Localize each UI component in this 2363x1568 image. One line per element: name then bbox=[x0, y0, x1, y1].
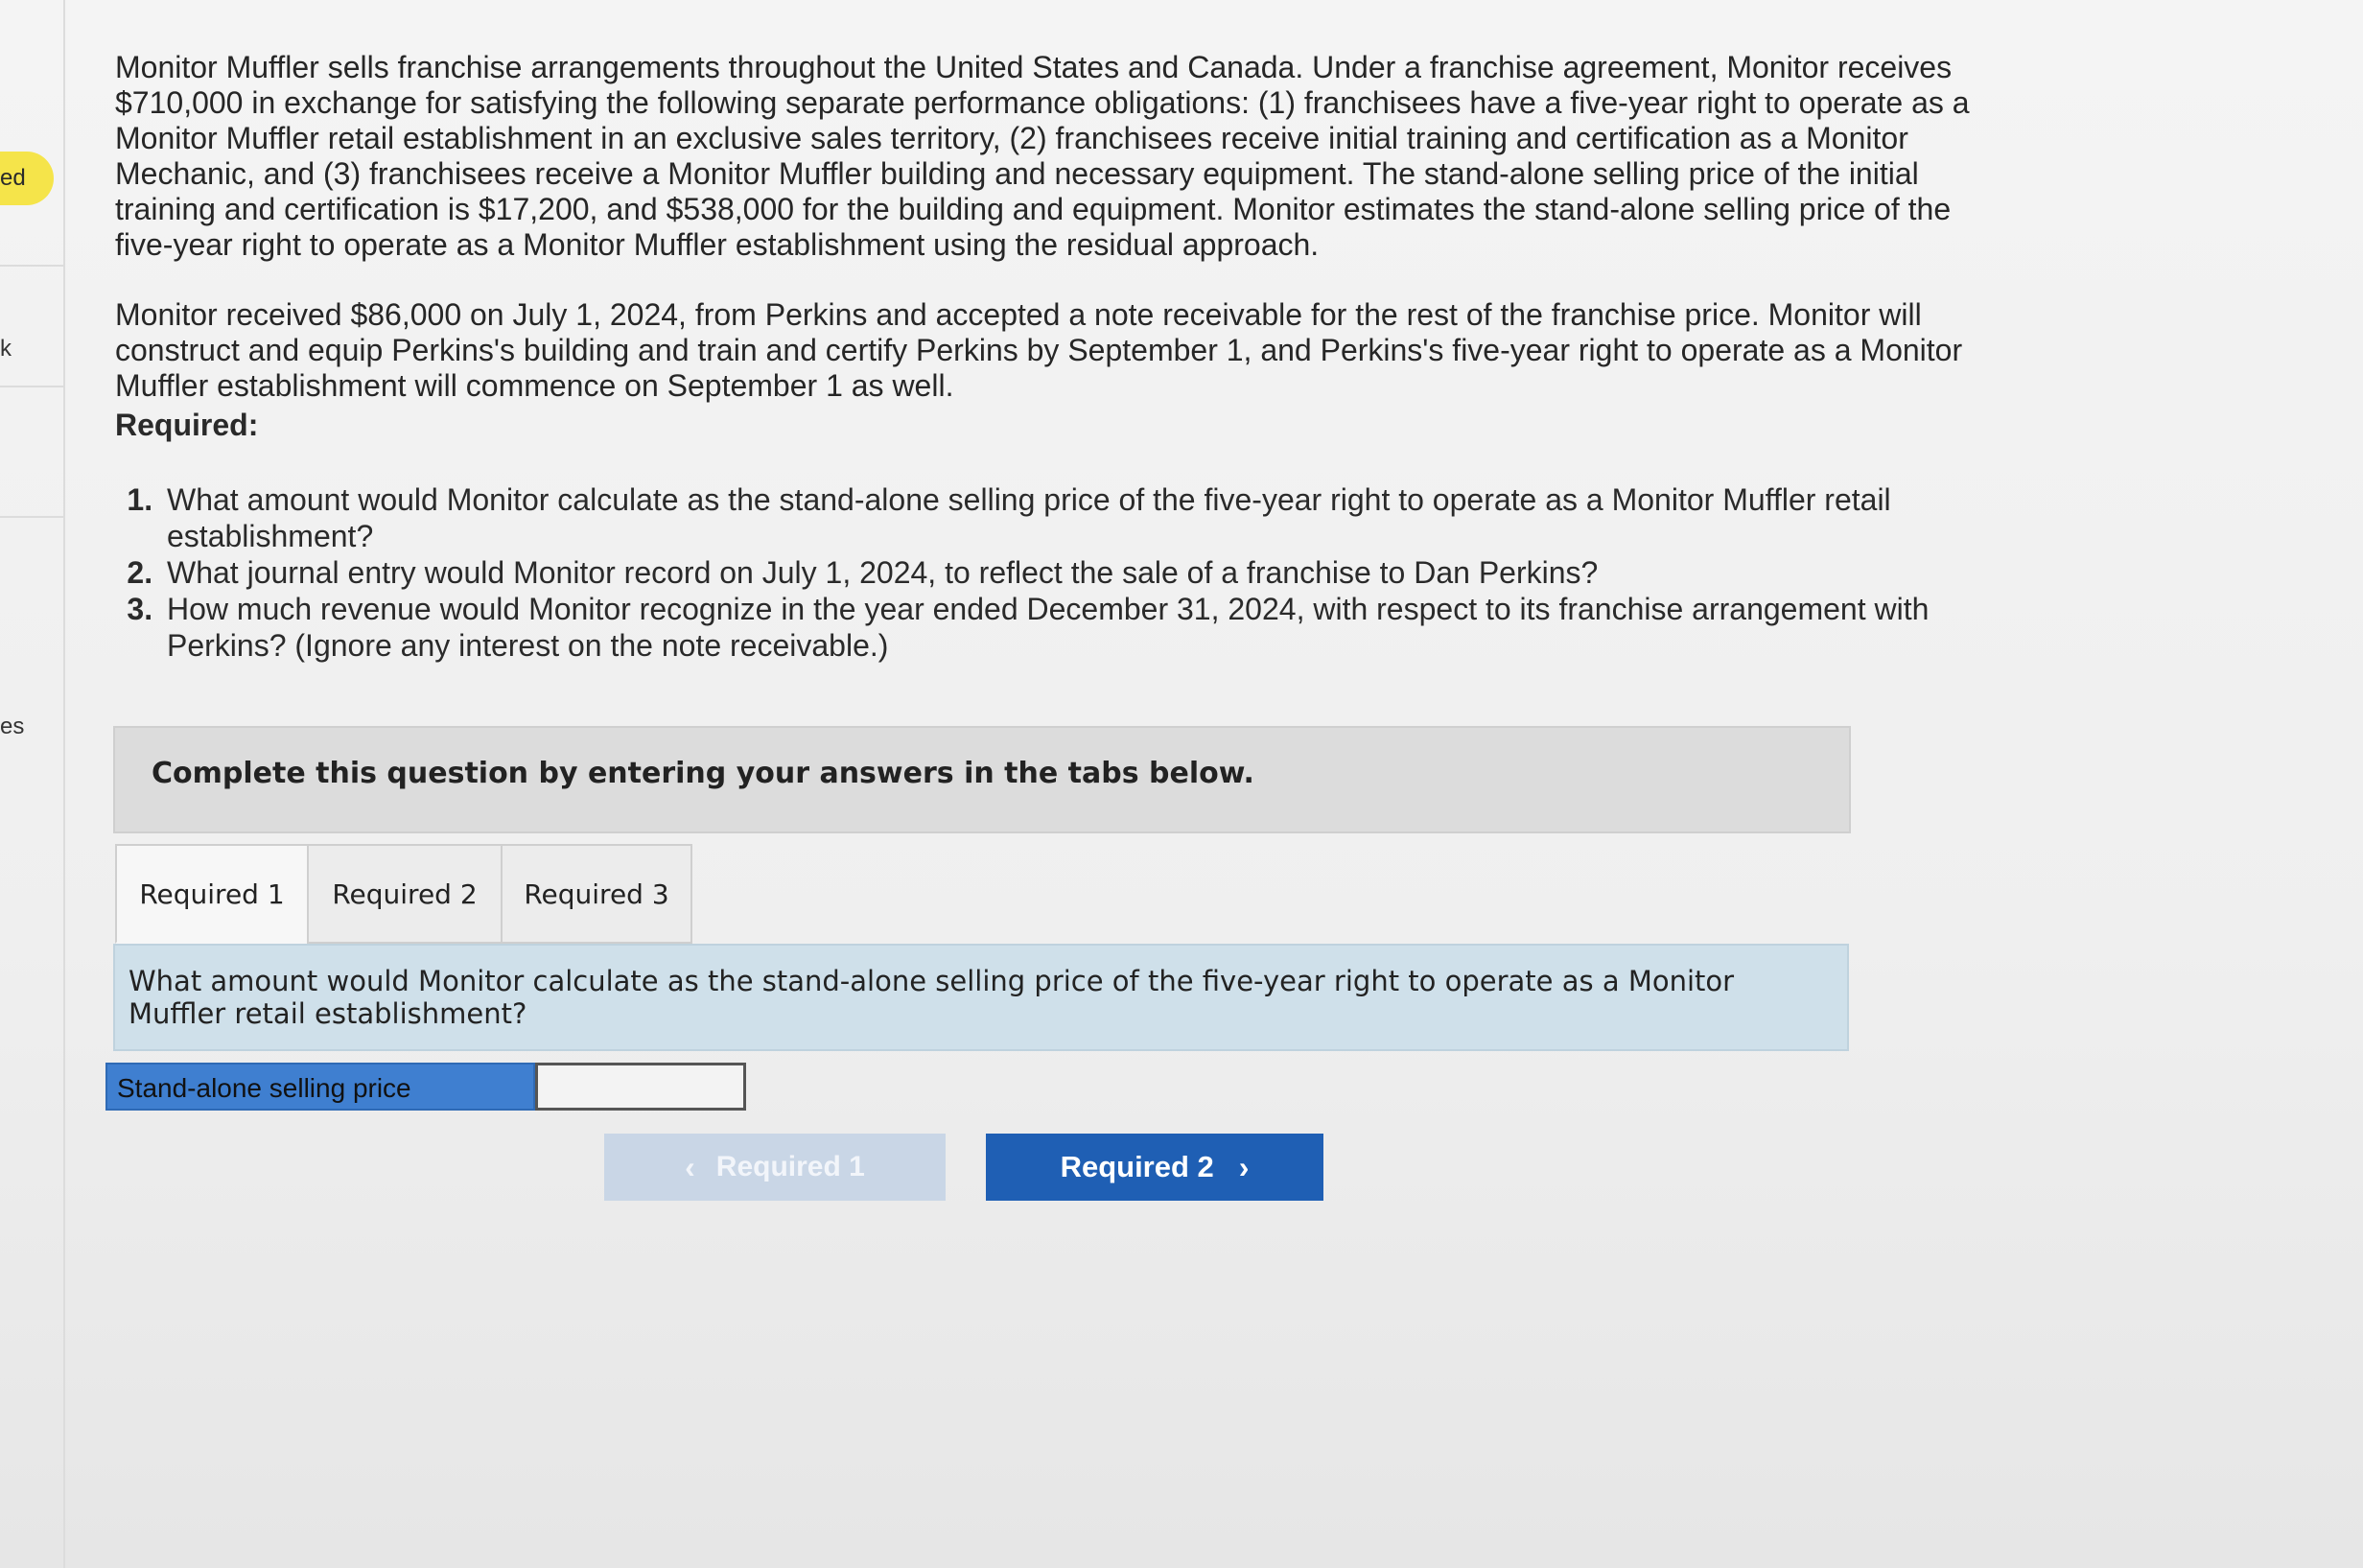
rail-divider bbox=[0, 265, 63, 267]
instruction-banner bbox=[113, 726, 1851, 833]
rail-divider bbox=[0, 386, 63, 387]
tab-required-2[interactable]: Required 2 bbox=[307, 844, 503, 944]
required-question: 1. What amount would Monitor calculate as the stand-alone selling price of the five-year right to operate as a Monitor Muffler retail establishment? bbox=[161, 481, 2014, 554]
answer-row bbox=[105, 1063, 746, 1111]
chevron-right-icon: › bbox=[1238, 1149, 1250, 1184]
problem-statement bbox=[115, 50, 2014, 664]
previous-tab-label: Required 1 bbox=[715, 1151, 865, 1182]
required-question: 2. What journal entry would Monitor record on July 1, 2024, to reflect the sale of a franchise to Dan Perkins? bbox=[161, 554, 2014, 591]
tab-required-3[interactable]: Required 3 bbox=[501, 844, 692, 944]
rail-item-highlighted[interactable]: ed bbox=[0, 152, 54, 205]
problem-paragraph-1: Monitor Muffler sells franchise arrangements throughout the United States and Canada. Under a franchise agreement, Monitor receives $710,000 in exchange for satisfying the following separate performance obligations: (1) franchisees have a five-year right to operate as a Monitor Muffler retail establishment in an exclusive sales territory, (2) franchisees receive initial training and certification as a Monitor Mechanic, and (3) franchisees receive a Monitor Muffler building and necessary equipment. The stand-alone selling price of the initial training and certification is $17,200, and $538,000 for the building and equipment. Monitor estimates the stand-alone selling price of the five-year right to operate as a Monitor Muffler establishment using the residual approach. bbox=[115, 50, 1970, 262]
instruction-text: Complete this question by entering your answers in the tabs below. bbox=[152, 757, 1254, 790]
stand-alone-price-input[interactable] bbox=[535, 1063, 746, 1111]
required-tabs bbox=[115, 844, 690, 946]
active-question-panel bbox=[113, 944, 1849, 1051]
next-tab-label: Required 2 bbox=[1060, 1150, 1214, 1183]
required-question: 3. How much revenue would Monitor recognize in the year ended December 31, 2024, with respect to its franchise arrangement with Perkins? (Ignore any interest on the note receivable.) bbox=[161, 591, 2014, 664]
active-question-text: What amount would Monitor calculate as the stand-alone selling price of the five-year right to operate as a Monitor Muffler retail establishment? bbox=[129, 965, 1735, 1030]
required-heading: Required: bbox=[115, 408, 259, 442]
left-rail bbox=[0, 0, 65, 1568]
rail-item[interactable]: k bbox=[0, 336, 12, 362]
rail-item[interactable]: es bbox=[0, 714, 25, 739]
previous-tab-button[interactable] bbox=[604, 1134, 946, 1201]
problem-paragraph-2: Monitor received $86,000 on July 1, 2024, from Perkins and accepted a note receivable for the rest of the franchise price. Monitor will construct and equip Perkins's building and train and certify Perkins by September 1, and Perkins's five-year right to operate as a Monitor Muffler establishment will commence on September 1 as well. bbox=[115, 297, 1963, 403]
next-tab-button[interactable] bbox=[986, 1134, 1323, 1201]
required-questions-list bbox=[115, 481, 2014, 664]
answer-label: Stand-alone selling price bbox=[105, 1063, 535, 1111]
tab-required-1[interactable]: Required 1 bbox=[115, 844, 309, 944]
rail-divider bbox=[0, 516, 63, 518]
chevron-left-icon: ‹ bbox=[685, 1149, 695, 1184]
